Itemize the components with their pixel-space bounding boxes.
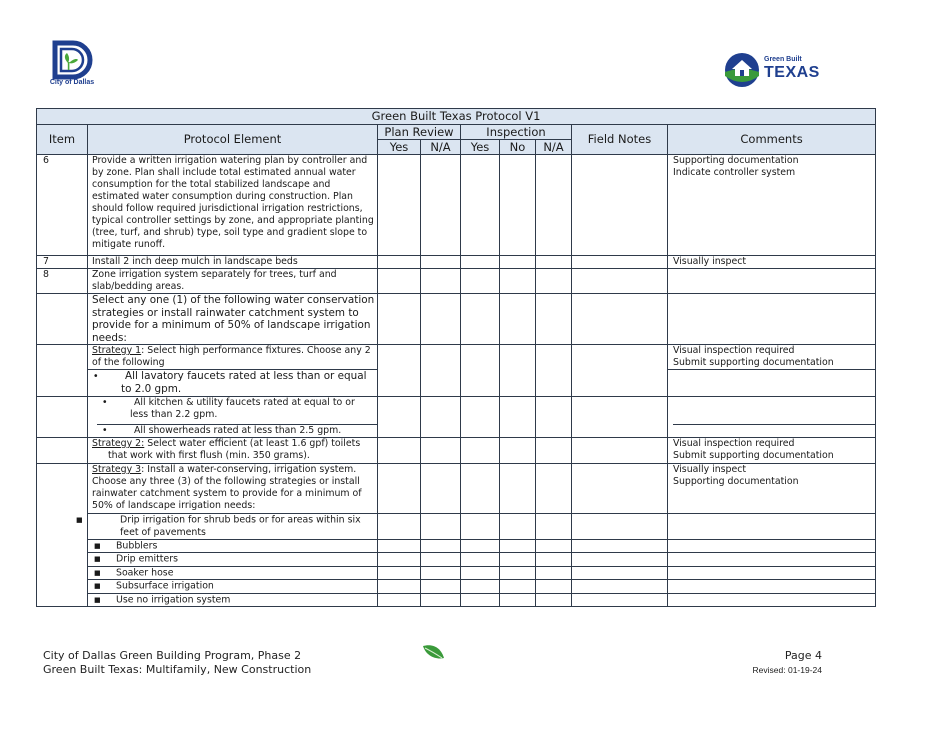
in-yes-cell[interactable] bbox=[461, 438, 500, 464]
in-no-cell[interactable] bbox=[500, 438, 536, 464]
protocol-element: Provide a written irrigation watering plan by controller and by zone. Plan shall include total estimated annual water consumption for the total stabilized landscape and estimated water consumption during construction. Plan should follow required jurisdictional irrigation restrictions, typical controller settings by zone, and appropriate planting (tree, turf, and shrub) type, soil type and gradient slope to mitigate runoff. bbox=[88, 155, 378, 256]
pr-na-cell[interactable] bbox=[421, 464, 461, 514]
in-no-cell[interactable] bbox=[500, 514, 536, 540]
pr-yes-cell[interactable] bbox=[378, 514, 421, 540]
dallas-d-icon bbox=[47, 41, 97, 81]
in-na-cell[interactable] bbox=[536, 345, 572, 397]
in-na-cell[interactable] bbox=[536, 438, 572, 464]
bullet-item: ■ Subsurface irrigation bbox=[88, 580, 378, 594]
comment-line: Visual inspection required bbox=[673, 345, 795, 356]
revised-date: Revised: 01-19-24 bbox=[752, 665, 822, 675]
gbt-logo-big: TEXAS bbox=[764, 64, 820, 81]
in-na-cell[interactable] bbox=[536, 593, 572, 607]
pr-yes-header: Yes bbox=[378, 140, 421, 155]
comment-line: Supporting documentation bbox=[673, 155, 799, 166]
comments-cell bbox=[668, 438, 876, 464]
in-no-cell[interactable] bbox=[500, 566, 536, 580]
protocol-element bbox=[88, 438, 378, 464]
pr-na-header: N/A bbox=[421, 140, 461, 155]
table-row bbox=[37, 397, 876, 438]
field-notes-cell[interactable] bbox=[572, 580, 668, 594]
comment-line: Supporting documentation bbox=[673, 476, 799, 487]
strategy-text: Select water efficient (at least 1.6 gpf) toilets bbox=[144, 438, 361, 449]
in-no-cell[interactable] bbox=[500, 593, 536, 607]
field-notes-cell[interactable] bbox=[572, 397, 668, 438]
field-notes-cell[interactable] bbox=[572, 539, 668, 553]
field-notes-cell[interactable] bbox=[572, 256, 668, 269]
item-number: 7 bbox=[37, 256, 88, 269]
pr-na-cell[interactable] bbox=[421, 580, 461, 594]
pr-na-cell[interactable] bbox=[421, 514, 461, 540]
pr-yes-cell[interactable] bbox=[378, 580, 421, 594]
pr-yes-cell[interactable] bbox=[378, 539, 421, 553]
comment-line: Visually inspect bbox=[673, 464, 747, 475]
city-of-dallas-logo bbox=[47, 41, 97, 89]
bullet-icon: ■ bbox=[76, 516, 83, 524]
item-number bbox=[37, 438, 88, 464]
item-number bbox=[37, 464, 88, 607]
pr-yes-cell[interactable] bbox=[378, 397, 421, 438]
comment-line: Visual inspection required bbox=[673, 438, 795, 449]
in-na-cell[interactable] bbox=[536, 256, 572, 269]
page-number: Page 4 bbox=[784, 649, 822, 662]
table-row bbox=[37, 464, 876, 514]
in-yes-cell[interactable] bbox=[461, 553, 500, 567]
col-element-header: Protocol Element bbox=[88, 125, 378, 155]
col-inspection-header: Inspection bbox=[461, 125, 572, 140]
strategy-text: : Install a water-conserving, irrigation system. Choose any three (3) of the following strategies or install rainwater catchment system to provide for a minimum of 50% of landscape irrigation needs: bbox=[92, 464, 362, 511]
table-row bbox=[37, 256, 876, 269]
comments-cell bbox=[668, 397, 876, 438]
bullet-item: • All kitchen & utility faucets rated at equal to or less than 2.2 gpm. bbox=[97, 397, 377, 425]
pr-na-cell[interactable] bbox=[421, 345, 461, 397]
item-number bbox=[37, 345, 88, 397]
comments-cell bbox=[668, 269, 876, 294]
comments-cell bbox=[668, 514, 876, 540]
pr-yes-cell[interactable] bbox=[378, 438, 421, 464]
in-na-cell[interactable] bbox=[536, 553, 572, 567]
protocol-element: Install 2 inch deep mulch in landscape beds bbox=[88, 256, 378, 269]
pr-na-cell[interactable] bbox=[421, 256, 461, 269]
pr-yes-cell[interactable] bbox=[378, 566, 421, 580]
bullet-item: ■ Drip emitters bbox=[88, 553, 378, 567]
strategy-label: Strategy 3 bbox=[92, 464, 142, 475]
table-row bbox=[37, 438, 876, 464]
pr-yes-cell[interactable] bbox=[378, 294, 421, 345]
pr-yes-cell[interactable] bbox=[378, 269, 421, 294]
in-yes-cell[interactable] bbox=[461, 269, 500, 294]
in-na-cell[interactable] bbox=[536, 155, 572, 256]
pr-na-cell[interactable] bbox=[421, 155, 461, 256]
comments-cell bbox=[668, 370, 876, 397]
field-notes-cell[interactable] bbox=[572, 566, 668, 580]
city-logo-caption: City of Dallas bbox=[49, 79, 95, 86]
table-row bbox=[37, 580, 876, 594]
pr-yes-cell[interactable] bbox=[378, 553, 421, 567]
protocol-element bbox=[88, 464, 378, 514]
item-number bbox=[37, 397, 88, 438]
item-number bbox=[37, 294, 88, 345]
in-na-cell[interactable] bbox=[536, 269, 572, 294]
in-na-cell[interactable] bbox=[536, 566, 572, 580]
field-notes-cell[interactable] bbox=[572, 553, 668, 567]
comments-cell bbox=[668, 294, 876, 345]
bullet-item: ■ Drip irrigation for shrub beds or for areas within six feet of pavements bbox=[88, 514, 378, 540]
bullet-icon: ■ bbox=[94, 568, 101, 577]
in-na-cell[interactable] bbox=[536, 397, 572, 438]
strategy-text: : Select high performance fixtures. Choose any 2 of the following bbox=[92, 345, 371, 368]
in-no-cell[interactable] bbox=[500, 580, 536, 594]
pr-na-cell[interactable] bbox=[421, 539, 461, 553]
bullet-item: ■ Use no irrigation system bbox=[88, 593, 378, 607]
protocol-element: Zone irrigation system separately for trees, turf and slab/bedding areas. bbox=[88, 269, 378, 294]
field-notes-cell[interactable] bbox=[572, 345, 668, 397]
in-no-cell[interactable] bbox=[500, 397, 536, 438]
protocol-table bbox=[36, 108, 876, 607]
field-notes-cell[interactable] bbox=[572, 269, 668, 294]
bullet-icon: • bbox=[93, 371, 99, 382]
comment-line: Submit supporting documentation bbox=[673, 450, 834, 461]
footer-left bbox=[43, 649, 311, 677]
in-yes-cell[interactable] bbox=[461, 566, 500, 580]
comments-cell bbox=[668, 553, 876, 567]
table-row bbox=[37, 345, 876, 370]
house-globe-icon bbox=[724, 52, 762, 88]
strategy-label: Strategy 1 bbox=[92, 345, 142, 356]
field-notes-cell[interactable] bbox=[572, 514, 668, 540]
in-no-cell[interactable] bbox=[500, 294, 536, 345]
in-yes-cell[interactable] bbox=[461, 593, 500, 607]
in-yes-header: Yes bbox=[461, 140, 500, 155]
in-na-cell[interactable] bbox=[536, 464, 572, 514]
comments-cell bbox=[668, 580, 876, 594]
in-yes-cell[interactable] bbox=[461, 294, 500, 345]
comments-cell bbox=[668, 464, 876, 514]
table-row bbox=[37, 593, 876, 607]
table-row bbox=[37, 514, 876, 540]
table-title: Green Built Texas Protocol V1 bbox=[37, 109, 876, 125]
in-yes-cell[interactable] bbox=[461, 155, 500, 256]
footer-right bbox=[753, 649, 822, 677]
strategy-text: that work with first flush (min. 350 grams). bbox=[108, 450, 310, 461]
in-yes-cell[interactable] bbox=[461, 256, 500, 269]
bullet-icon: ■ bbox=[94, 541, 101, 550]
comment-line: Indicate controller system bbox=[673, 167, 796, 178]
in-yes-cell[interactable] bbox=[461, 539, 500, 553]
table-row bbox=[37, 553, 876, 567]
field-notes-cell[interactable] bbox=[572, 438, 668, 464]
gbt-logo-small: Green Built bbox=[764, 56, 802, 63]
bullet-icon: • bbox=[102, 397, 108, 408]
pr-yes-cell[interactable] bbox=[378, 464, 421, 514]
footer-document: Green Built Texas: Multifamily, New Construction bbox=[43, 663, 312, 676]
table-row bbox=[37, 539, 876, 553]
field-notes-cell[interactable] bbox=[572, 155, 668, 256]
in-no-cell[interactable] bbox=[500, 269, 536, 294]
field-notes-cell[interactable] bbox=[572, 593, 668, 607]
comments-cell bbox=[668, 566, 876, 580]
bullet-icon: ■ bbox=[94, 582, 101, 590]
in-yes-cell[interactable] bbox=[461, 345, 500, 397]
field-notes-cell[interactable] bbox=[572, 464, 668, 514]
pr-na-cell[interactable] bbox=[421, 553, 461, 567]
in-yes-cell[interactable] bbox=[461, 514, 500, 540]
in-na-cell[interactable] bbox=[536, 539, 572, 553]
in-na-cell[interactable] bbox=[536, 514, 572, 540]
protocol-element bbox=[88, 345, 378, 370]
table-row bbox=[37, 155, 876, 256]
bullet-item: • All lavatory faucets rated at less than or equal to 2.0 gpm. bbox=[88, 370, 378, 397]
in-no-cell[interactable] bbox=[500, 256, 536, 269]
strategy-label: Strategy 2: bbox=[92, 438, 145, 449]
in-yes-cell[interactable] bbox=[461, 464, 500, 514]
bullet-item: ■ Soaker hose bbox=[88, 566, 378, 580]
bullet-icon: ■ bbox=[94, 595, 101, 604]
pr-na-cell[interactable] bbox=[421, 397, 461, 438]
col-item-header: Item bbox=[37, 125, 88, 155]
pr-yes-cell[interactable] bbox=[378, 155, 421, 256]
table-row bbox=[37, 566, 876, 580]
green-built-texas-logo bbox=[724, 52, 824, 88]
in-na-header: N/A bbox=[536, 140, 572, 155]
item-number: 8 bbox=[37, 269, 88, 294]
bullet-icon: • bbox=[102, 425, 108, 436]
in-na-cell[interactable] bbox=[536, 294, 572, 345]
protocol-element: Select any one (1) of the following water conservation strategies or install rainwater catchment system to provide for a minimum of 50% of landscape irrigation needs: bbox=[88, 294, 378, 345]
pr-yes-cell[interactable] bbox=[378, 256, 421, 269]
table-row bbox=[37, 269, 876, 294]
col-plan-review-header: Plan Review bbox=[378, 125, 461, 140]
comments-cell bbox=[668, 155, 876, 256]
field-notes-cell[interactable] bbox=[572, 294, 668, 345]
comments-cell bbox=[668, 593, 876, 607]
comments-cell bbox=[668, 539, 876, 553]
leaf-icon bbox=[420, 642, 446, 662]
comment-line: Submit supporting documentation bbox=[673, 357, 834, 368]
in-na-cell[interactable] bbox=[536, 580, 572, 594]
pr-yes-cell[interactable] bbox=[378, 593, 421, 607]
bullet-icon: ■ bbox=[94, 555, 101, 563]
in-no-header: No bbox=[500, 140, 536, 155]
in-no-cell[interactable] bbox=[500, 345, 536, 397]
pr-na-cell[interactable] bbox=[421, 593, 461, 607]
pr-na-cell[interactable] bbox=[421, 269, 461, 294]
bullet-item: • All showerheads rated at less than 2.5 gpm. bbox=[102, 425, 342, 436]
pr-na-cell[interactable] bbox=[421, 294, 461, 345]
col-field-notes-header: Field Notes bbox=[572, 125, 668, 155]
in-yes-cell[interactable] bbox=[461, 397, 500, 438]
in-no-cell[interactable] bbox=[500, 155, 536, 256]
pr-na-cell[interactable] bbox=[421, 438, 461, 464]
pr-yes-cell[interactable] bbox=[378, 345, 421, 397]
in-yes-cell[interactable] bbox=[461, 580, 500, 594]
col-comments-header: Comments bbox=[668, 125, 876, 155]
bullet-item: ■ Bubblers bbox=[88, 539, 378, 553]
table-row bbox=[37, 294, 876, 345]
in-no-cell[interactable] bbox=[500, 464, 536, 514]
pr-na-cell[interactable] bbox=[421, 566, 461, 580]
comments-cell bbox=[668, 345, 876, 370]
comments-cell: Visually inspect bbox=[668, 256, 876, 269]
item-number: 6 bbox=[37, 155, 88, 256]
in-no-cell[interactable] bbox=[500, 553, 536, 567]
bullet-group bbox=[88, 397, 378, 438]
in-no-cell[interactable] bbox=[500, 539, 536, 553]
footer-program: City of Dallas Green Building Program, Phase 2 bbox=[43, 649, 302, 662]
